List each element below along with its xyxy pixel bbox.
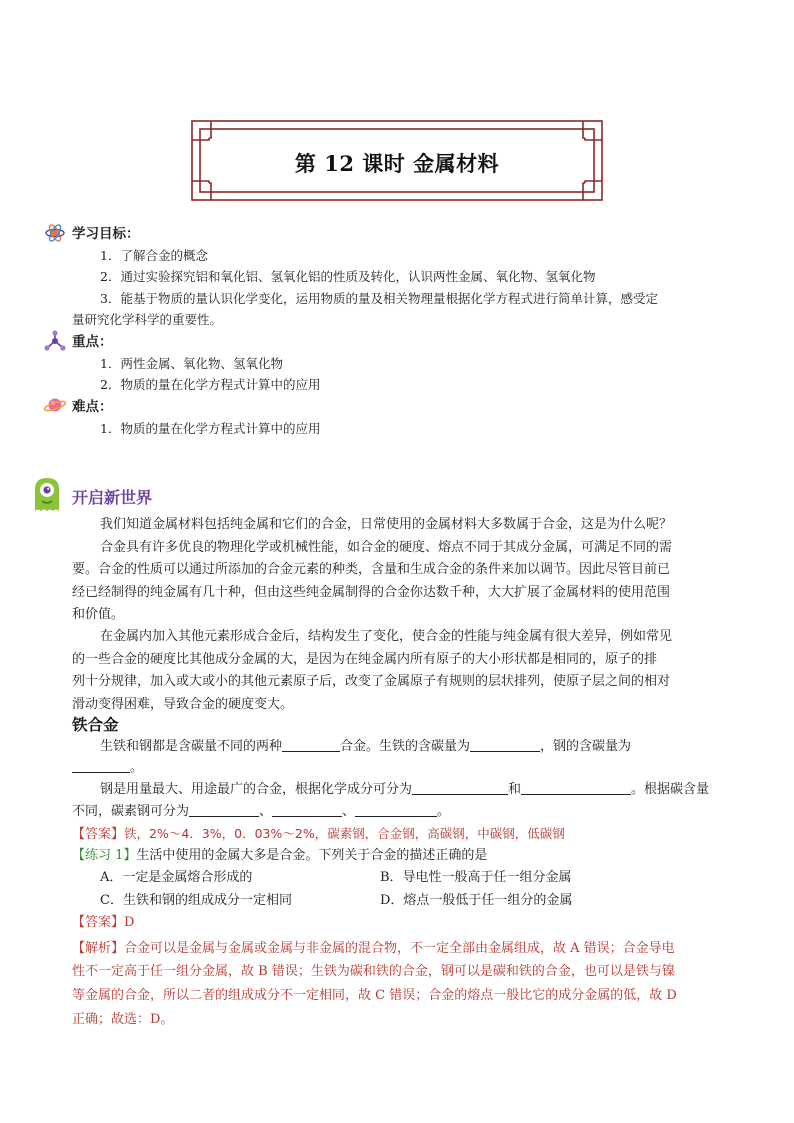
blank-field[interactable]: [72, 759, 130, 773]
objective-item: 量研究化学科学的重要性。: [72, 312, 223, 327]
blank-field[interactable]: [521, 781, 631, 795]
objectives-label: 学习目标：: [72, 226, 140, 242]
answer-label: 【答案】: [72, 827, 125, 842]
question-text: 和: [508, 782, 522, 797]
option-d[interactable]: D．熔点一般低于任一组分的金属: [380, 893, 573, 908]
title-frame: [189, 118, 605, 203]
key-point-item: 1．两性金属、氧化物、氢氧化物: [100, 356, 283, 371]
analysis-line: 正确；故选：D。: [72, 1012, 174, 1027]
paragraph-line: 在金属内加入其他元素形成合金后，结构发生了变化，使合金的性能与纯金属有很大差异，例如常见: [100, 629, 673, 644]
question-line: [72, 803, 450, 821]
answer-label: 【答案】: [72, 915, 125, 930]
difficulty-item: 1．物质的量在化学方程式计算中的应用: [100, 421, 321, 436]
paragraph-line: 我们知道金属材料包括纯金属和它们的合金，日常使用的金属材料大多数属于合金，这是为什么呢？: [100, 517, 673, 532]
analysis-text: 合金可以是金属与金属或金属与非金属的混合物，不一定全部由金属组成，故 A 错误；合金导电: [124, 941, 675, 956]
exercise-question: 生活中使用的金属大多是合金。下列关于合金的描述正确的是: [136, 848, 488, 863]
analysis-line: [72, 940, 675, 958]
question-text: 、: [342, 804, 356, 819]
analysis-line: 等金属的合金，所以二者的组成成分不一定相同，故 C 错误；合金的熔点一般比它的成分金属的低，故 D: [72, 988, 677, 1003]
paragraph-line: 经已经制得的纯金属有几十种，但由这些纯金属制得的合金你达数千种，大大扩展了金属材料的使用范围: [72, 585, 671, 600]
question-line: [100, 738, 631, 756]
option-c[interactable]: C．生铁和钢的组成成分一定相同: [100, 893, 292, 908]
answer-line: [72, 825, 565, 844]
paragraph-line: 滑动变得困难，导致合金的硬度变大。: [72, 697, 294, 712]
blank-field[interactable]: [355, 803, 437, 817]
analysis-line: 性不一定高于任一组分金属，故 B 错误；生铁为碳和铁的合金，钢可以是碳和铁的合金，也可以是铁与镍: [72, 964, 675, 979]
blank-field[interactable]: [272, 803, 342, 817]
molecule-icon: [44, 330, 66, 356]
question-text: 钢是用量最大、用途最广的合金，根据化学成分可分为: [100, 782, 413, 797]
question-line: [100, 781, 709, 799]
planet-icon: [43, 394, 67, 420]
question-text: 生铁和钢都是含碳量不同的两种: [100, 739, 283, 754]
question-text: 。根据碳含量: [631, 782, 710, 797]
paragraph-line: 的一些合金的硬度比其他成分金属的大，是因为在纯金属内所有原子的大小形状都是相同的，原子的排: [72, 652, 658, 667]
paragraph-line: 列十分规律，加入或大或小的其他元素原子后，改变了金属原子有规则的层状排列，使原子层之间的相对: [72, 674, 671, 689]
answer-line: [72, 914, 134, 932]
question-text: 。: [437, 804, 451, 819]
new-world-title: 开启新世界: [72, 488, 153, 507]
objective-item: 3．能基于物质的量认识化学变化，运用物质的量及相关物理量根据化学方程式进行简单计算，感受定: [100, 291, 658, 306]
difficulties-label: 难点：: [72, 399, 113, 415]
blank-field[interactable]: [412, 781, 508, 795]
section-heading: 铁合金: [72, 715, 119, 734]
question-text: 、: [259, 804, 273, 819]
objective-item: 1．了解合金的概念: [100, 248, 208, 263]
blank-field[interactable]: [189, 803, 259, 817]
analysis-label: 【解析】: [72, 941, 125, 956]
key-points-label: 重点：: [72, 334, 113, 350]
question-text: 合金。生铁的含碳量为: [340, 739, 471, 754]
blank-field[interactable]: [282, 738, 340, 752]
blank-field[interactable]: [470, 738, 540, 752]
paragraph-line: 和价值。: [72, 607, 125, 622]
question-line: [72, 759, 143, 777]
answer-text: 铁，2%～4．3%，0．03%～2%，碳素钢，合金钢，高碳钢，中碳钢，低碳钢: [124, 826, 565, 841]
objective-item: 2．通过实验探究铝和氧化铝、氢氧化铝的性质及转化，认识两性金属、氧化物、氢氧化物: [100, 269, 596, 284]
option-a[interactable]: A．一定是金属熔合形成的: [100, 870, 253, 885]
question-text: 。: [130, 760, 144, 775]
objectives-icon: [44, 222, 66, 248]
question-text: ，钢的含碳量为: [540, 739, 632, 754]
answer-value: D: [124, 915, 135, 930]
page-title: 第 12 课时 金属材料: [294, 151, 500, 176]
exercise-line: [72, 847, 487, 865]
option-b[interactable]: B．导电性一般高于任一组分金属: [380, 870, 572, 885]
mascot-icon: [30, 475, 64, 519]
key-point-item: 2．物质的量在化学方程式计算中的应用: [100, 377, 321, 392]
paragraph-line: 合金具有许多优良的物理化学或机械性能，如合金的硬度、熔点不同于其成分金属，可满足不同的需: [100, 540, 673, 555]
question-text: 不同，碳素钢可分为: [72, 804, 190, 819]
exercise-label: 【练习 1】: [72, 848, 137, 863]
paragraph-line: 要。合金的性质可以通过所添加的合金元素的种类，含量和生成合金的条件来加以调节。因此尽管目前已: [72, 562, 671, 577]
